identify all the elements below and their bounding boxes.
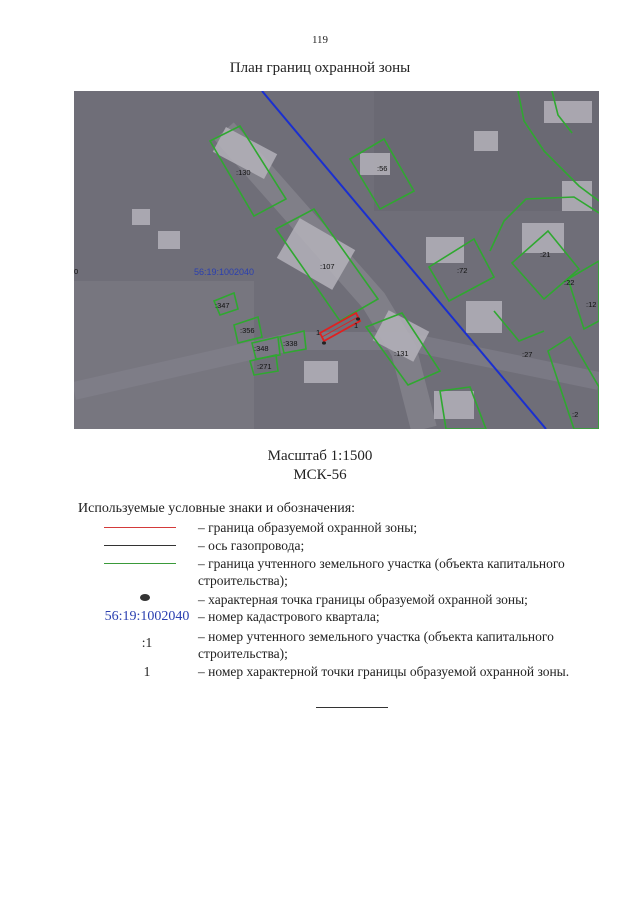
parcel-label: :348 [254, 344, 269, 353]
point-marker-symbol [140, 594, 150, 601]
legend-heading: Используемые условные знаки и обозначения: [78, 501, 356, 516]
parcel-label: :2 [572, 410, 579, 419]
legend-text: – номер учтенного земельного участка (объекта капитального строительства); [198, 629, 554, 661]
parcel-label: :12 [586, 300, 597, 309]
parcel-label: :72 [457, 266, 468, 275]
map-canvas [74, 91, 599, 429]
parcel-label: :130 [236, 168, 251, 177]
parcel-label: :356 [240, 326, 255, 335]
parcel-label: :347 [215, 301, 230, 310]
boundary-map [74, 91, 599, 429]
green-line-symbol [104, 563, 176, 564]
scale-block [0, 447, 640, 485]
page-title: План границ охранной зоны [229, 60, 411, 76]
legend-text: – ось газопровода; [198, 538, 305, 553]
parcel-label: :338 [283, 339, 298, 348]
map-edge-label: 0 [74, 267, 79, 276]
coordinate-system: МСК-56 [293, 467, 347, 483]
zone-point-marker [322, 341, 326, 344]
legend-text: – характерная точка границы образуемой охранной зоны; [198, 592, 528, 607]
zone-point-label: 1 [316, 328, 321, 337]
parcel-label: :21 [540, 250, 551, 259]
page-number: 119 [311, 34, 329, 46]
red-line-symbol [104, 527, 176, 528]
legend-text: – номер кадастрового квартала; [198, 609, 380, 624]
cadastral-number-symbol: 56:19:1002040 [104, 609, 190, 624]
parcel-number-symbol: :1 [141, 635, 153, 650]
parcel-label: :271 [257, 362, 272, 371]
cadastral-quarter-label: 56:19:1002040 [194, 267, 255, 277]
legend-text: – граница учтенного земельного участка (объекта капитального строительства); [198, 556, 565, 588]
legend-text: – номер характерной точки границы образуемой охранной зоны. [198, 664, 570, 679]
parcel-label: :27 [522, 350, 533, 359]
parcel-label: :107 [320, 262, 335, 271]
parcel-label: :56 [377, 164, 388, 173]
parcel-label: :131 [394, 349, 409, 358]
closing-rule [316, 707, 388, 708]
point-number-symbol: 1 [143, 664, 151, 679]
zone-point-label: 1 [354, 321, 359, 330]
black-line-symbol [104, 545, 176, 546]
scale-ratio: Масштаб 1:1500 [267, 448, 373, 464]
parcel-label: :22 [564, 278, 575, 287]
legend-text: – граница образуемой охранной зоны; [198, 520, 418, 535]
